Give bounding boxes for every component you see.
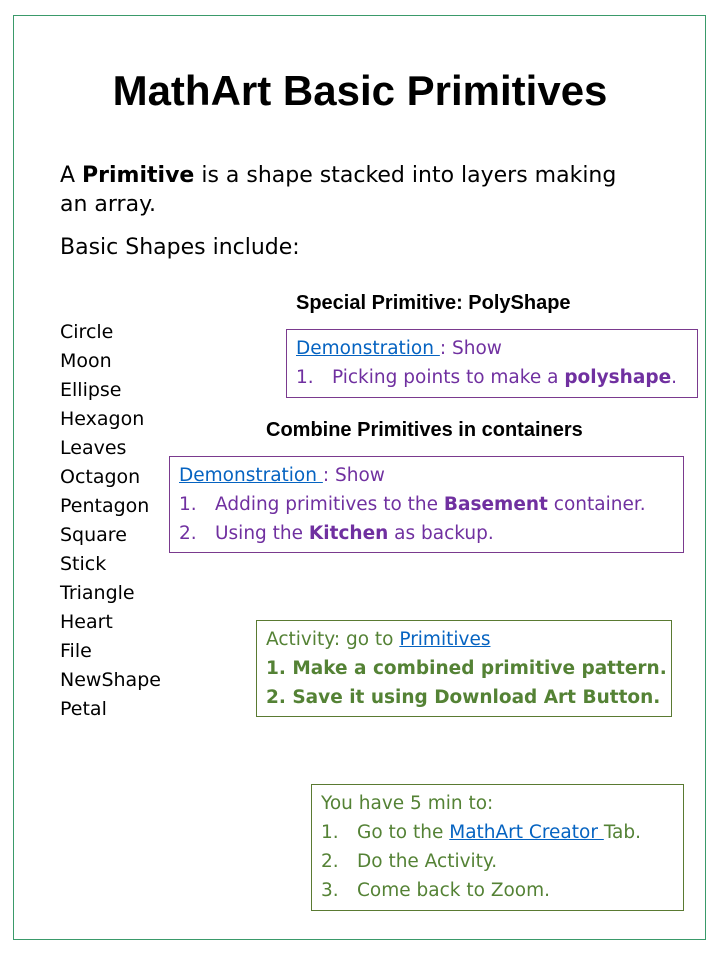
shape-item: Pentagon bbox=[60, 495, 150, 517]
step-text: Come back to Zoom. bbox=[357, 880, 551, 901]
shape-item: File bbox=[60, 640, 92, 662]
timer-step-3 bbox=[321, 876, 674, 905]
step-end: container. bbox=[547, 494, 646, 515]
activity-step-1: 1. Make a combined primitive pattern. bbox=[266, 658, 667, 679]
step-text: Picking points to make a bbox=[332, 367, 565, 388]
polyshape-demo-line bbox=[296, 334, 688, 363]
shape-item: NewShape bbox=[60, 669, 161, 691]
polyshape-heading: Special Primitive: PolyShape bbox=[296, 292, 571, 314]
step-text: Go to the bbox=[357, 822, 450, 843]
page-title: MathArt Basic Primitives bbox=[112, 67, 608, 114]
shape-item: Moon bbox=[60, 350, 112, 372]
step-end: . bbox=[671, 367, 678, 388]
intro-paragraph bbox=[60, 161, 640, 219]
shape-item: Square bbox=[60, 524, 127, 546]
shape-item: Petal bbox=[60, 698, 107, 720]
step-number: 3. bbox=[321, 880, 339, 901]
basic-shapes-label: Basic Shapes include: bbox=[60, 235, 300, 260]
step-end: as backup. bbox=[388, 523, 494, 544]
step-number: 1. bbox=[296, 367, 314, 388]
shape-item: Leaves bbox=[60, 437, 127, 459]
combine-heading: Combine Primitives in containers bbox=[266, 419, 583, 441]
step-number: 1. bbox=[179, 494, 197, 515]
activity-box bbox=[256, 620, 672, 717]
basement-term: Basement bbox=[443, 494, 548, 515]
combine-demo-line bbox=[179, 461, 674, 490]
shape-item: Heart bbox=[60, 611, 113, 633]
polyshape-term: polyshape bbox=[564, 367, 672, 388]
intro-rest: is a shape stacked into layers making an array. bbox=[60, 163, 617, 217]
primitives-link[interactable]: Primitives bbox=[399, 629, 491, 650]
combine-demonstration-link[interactable]: Demonstration bbox=[179, 465, 323, 486]
shape-list bbox=[60, 318, 161, 724]
intro-term: Primitive bbox=[82, 163, 195, 188]
shape-item: Octagon bbox=[60, 466, 141, 488]
activity-prefix: Activity: go to bbox=[266, 629, 400, 650]
intro-prefix: A bbox=[60, 163, 83, 188]
step-number: 2. bbox=[179, 523, 197, 544]
shape-item: Ellipse bbox=[60, 379, 122, 401]
step-number: 1. bbox=[321, 822, 339, 843]
combine-show-text: : Show bbox=[322, 465, 385, 486]
shape-item: Stick bbox=[60, 553, 107, 575]
step-text: Adding primitives to the bbox=[215, 494, 444, 515]
kitchen-term: Kitchen bbox=[308, 523, 389, 544]
shape-item: Circle bbox=[60, 321, 114, 343]
step-number: 2. bbox=[321, 851, 339, 872]
timer-step-2 bbox=[321, 847, 674, 876]
combine-demo-box bbox=[169, 456, 684, 553]
polyshape-show-text: : Show bbox=[439, 338, 502, 359]
mathart-creator-link[interactable]: MathArt Creator bbox=[449, 822, 604, 843]
activity-step-2: 2. Save it using Download Art Button. bbox=[266, 687, 661, 708]
shape-item: Hexagon bbox=[60, 408, 145, 430]
combine-step-2 bbox=[179, 519, 674, 548]
shape-item: Triangle bbox=[60, 582, 135, 604]
activity-line bbox=[266, 625, 662, 654]
timer-step-1 bbox=[321, 818, 674, 847]
polyshape-step-1 bbox=[296, 363, 688, 392]
polyshape-demonstration-link[interactable]: Demonstration bbox=[296, 338, 440, 359]
step-text: Using the bbox=[215, 523, 309, 544]
timer-box bbox=[311, 784, 684, 911]
polyshape-demo-box bbox=[286, 329, 698, 398]
step-text: Do the Activity. bbox=[357, 851, 498, 872]
timer-intro: You have 5 min to: bbox=[321, 793, 494, 814]
combine-step-1 bbox=[179, 490, 674, 519]
step-end: Tab. bbox=[603, 822, 642, 843]
